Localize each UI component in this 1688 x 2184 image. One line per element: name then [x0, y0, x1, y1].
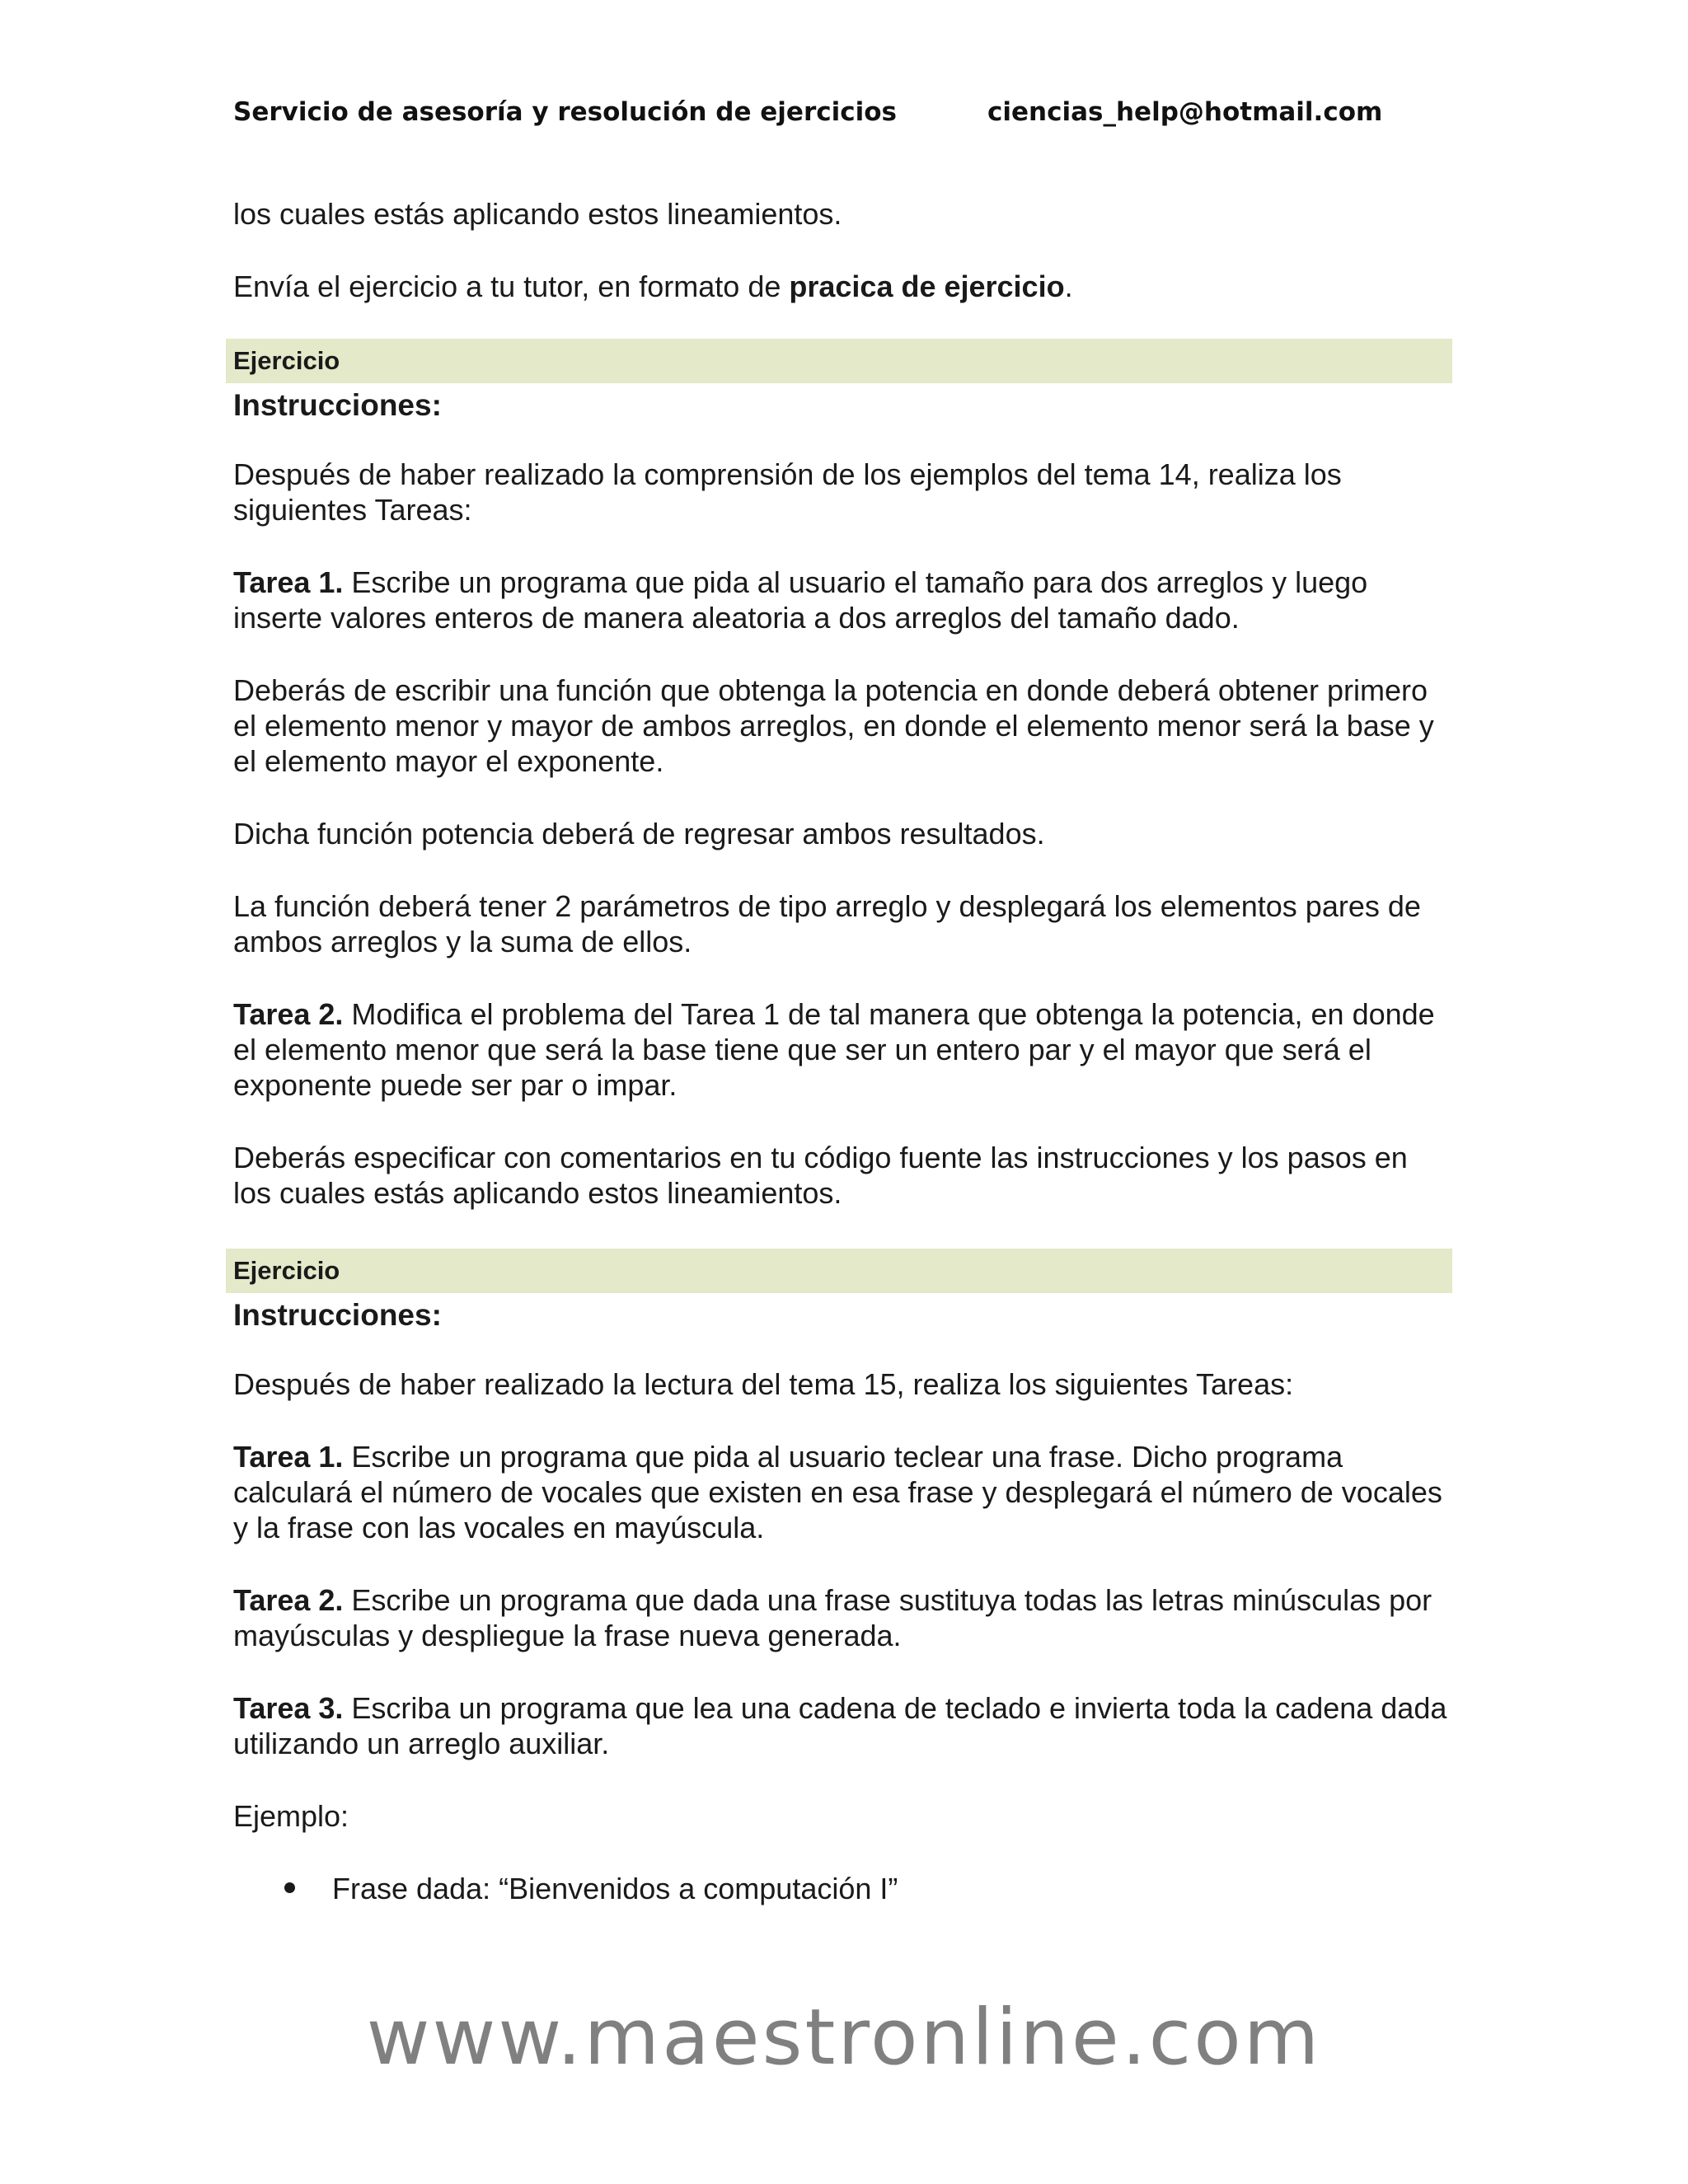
page-header — [233, 97, 1453, 138]
task-label: Tarea 2. — [233, 1583, 344, 1617]
task-2: Tarea 2. Escribe un programa que dada una frase sustituya todas las letras minúsculas por mayúsculas y despliegue la frase nueva generada. — [233, 1583, 1432, 1652]
intro-line: los cuales estás aplicando estos lineamientos. — [233, 197, 842, 231]
paragraph: Deberás de escribir una función que obtenga la potencia en donde deberá obtener primero el elemento menor y mayor de ambos arreglos, en donde el elemento menor será la base y el elemento mayor el exponente. — [233, 673, 1434, 778]
paragraph: La función deberá tener 2 parámetros de tipo arreglo y desplegará los elementos pares de ambos arreglos y la suma de ellos. — [233, 889, 1421, 958]
task-1: Tarea 1. Escribe un programa que pida al usuario el tamaño para dos arreglos y luego inserte valores enteros de manera aleatoria a dos arreglos del tamaño dado. — [233, 565, 1368, 635]
list-item: Frase dada: “Bienvenidos a computación I” — [233, 1871, 1453, 1906]
instructions-heading: Instrucciones: — [233, 388, 442, 422]
exercise-bar: Ejercicio — [226, 1249, 1452, 1293]
document-body — [233, 196, 1453, 1906]
bullet-icon — [284, 1882, 295, 1893]
task-label: Tarea 3. — [233, 1691, 344, 1725]
task-2: Tarea 2. Modifica el problema del Tarea 1 de tal manera que obtenga la potencia, en donde el elemento menor que será la base tiene que ser un entero par y el mayor que será el exponente puede ser par o impar. — [233, 997, 1435, 1102]
exercise-bar: Ejercicio — [226, 339, 1452, 383]
task-label: Tarea 1. — [233, 1440, 344, 1474]
example-label: Ejemplo: — [233, 1799, 349, 1833]
task-label: Tarea 2. — [233, 997, 344, 1031]
format-name: pracica de ejercicio — [789, 269, 1065, 303]
task-3: Tarea 3. Escriba un programa que lea una cadena de teclado e invierta toda la cadena dada utilizando un arreglo auxiliar. — [233, 1691, 1447, 1760]
exercise-intro: Después de haber realizado la lectura del tema 15, realiza los siguientes Tareas: — [233, 1367, 1294, 1401]
send-instruction: Envía el ejercicio a tu tutor, en formato de pracica de ejercicio. — [233, 269, 1073, 303]
header-service-title: Servicio de asesoría y resolución de ejercicios — [233, 97, 897, 127]
header-email: ciencias_help@hotmail.com — [987, 97, 1383, 127]
paragraph: Dicha función potencia deberá de regresar ambos resultados. — [233, 817, 1045, 851]
task-label: Tarea 1. — [233, 565, 344, 599]
task-1: Tarea 1. Escribe un programa que pida al usuario teclear una frase. Dicho programa calculará el número de vocales que existen en esa frase y desplegará el número de vocales y la frase con las vocales en mayúscula. — [233, 1440, 1442, 1544]
footer-watermark: www.maestronline.com — [366, 1993, 1322, 2083]
exercise-intro: Después de haber realizado la comprensión de los ejemplos del tema 14, realiza los siguientes Tareas: — [233, 457, 1342, 527]
paragraph: Deberás especificar con comentarios en tu código fuente las instrucciones y los pasos en los cuales estás aplicando estos lineamientos. — [233, 1141, 1408, 1210]
instructions-heading: Instrucciones: — [233, 1298, 442, 1332]
